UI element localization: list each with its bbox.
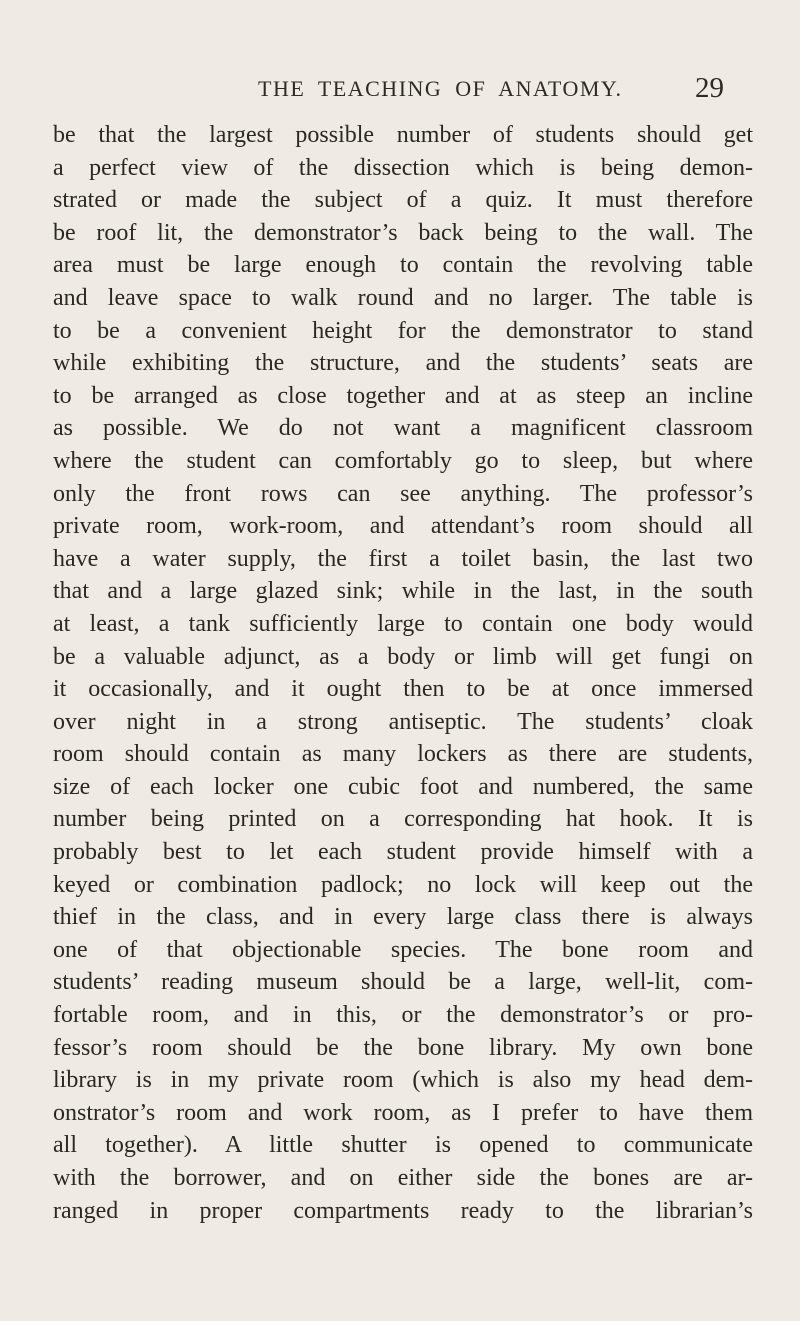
text-line: over night in a strong antiseptic. The students’ cloak <box>53 708 753 735</box>
text-line: and leave space to walk round and no larger. The table is <box>53 284 753 311</box>
text-line: thief in the class, and in every large class there is always <box>53 904 753 931</box>
page-number: 29 <box>695 72 724 104</box>
text-line: private room, work-room, and attendant’s room should all <box>53 513 753 540</box>
text-line: be roof lit, the demonstrator’s back being to the wall. The <box>53 219 753 246</box>
text-line: size of each locker one cubic foot and numbered, the same <box>53 773 753 800</box>
text-line: students’ reading museum should be a large, well-lit, com- <box>53 969 753 996</box>
text-line: a perfect view of the dissection which is being demon- <box>53 154 753 181</box>
text-line: that and a large glazed sink; while in the last, in the south <box>53 578 753 605</box>
text-line: with the borrower, and on either side the bones are ar- <box>53 1165 753 1191</box>
text-line: be that the largest possible number of students should get <box>53 122 753 148</box>
text-line: fortable room, and in this, or the demonstrator’s or pro- <box>53 1002 753 1029</box>
text-line: fessor’s room should be the bone library. My own bone <box>53 1034 753 1061</box>
text-line: have a water supply, the first a toilet basin, the last two <box>53 545 753 572</box>
text-line: only the front rows can see anything. The professor’s <box>53 480 753 507</box>
text-line: library is in my private room (which is also my head dem- <box>53 1067 753 1094</box>
text-line: as possible. We do not want a magnificent classroom <box>53 415 753 442</box>
text-line: to be arranged as close together and at as steep an incline <box>53 382 753 409</box>
running-title: THE TEACHING OF ANATOMY. <box>258 76 623 101</box>
text-line: one of that objectionable species. The bone room and <box>53 936 753 963</box>
text-line: strated or made the subject of a quiz. It must therefore <box>53 187 753 214</box>
text-line: it occasionally, and it ought then to be at once immersed <box>53 676 753 703</box>
text-line: room should contain as many lockers as there are students, <box>53 741 753 768</box>
text-line: area must be large enough to contain the revolving table <box>53 252 753 279</box>
text-line: number being printed on a corresponding hat hook. It is <box>53 806 753 833</box>
text-line: to be a convenient height for the demonstrator to stand <box>53 317 753 344</box>
text-line: while exhibiting the structure, and the students’ seats are <box>53 350 753 377</box>
text-line: onstrator’s room and work room, as I prefer to have them <box>53 1099 753 1126</box>
text-line: be a valuable adjunct, as a body or limb will get fungi on <box>53 643 753 670</box>
text-line: where the student can comfortably go to sleep, but where <box>53 447 753 474</box>
body-text <box>53 119 753 1227</box>
page-header <box>0 72 800 106</box>
text-line: at least, a tank sufficiently large to contain one body would <box>53 610 753 637</box>
text-line: all together). A little shutter is opened to communicate <box>53 1132 753 1159</box>
text-line: ranged in proper compartments ready to the librarian’s <box>53 1197 753 1224</box>
text-line: probably best to let each student provide himself with a <box>53 839 753 866</box>
text-line: keyed or combination padlock; no lock will keep out the <box>53 871 753 898</box>
